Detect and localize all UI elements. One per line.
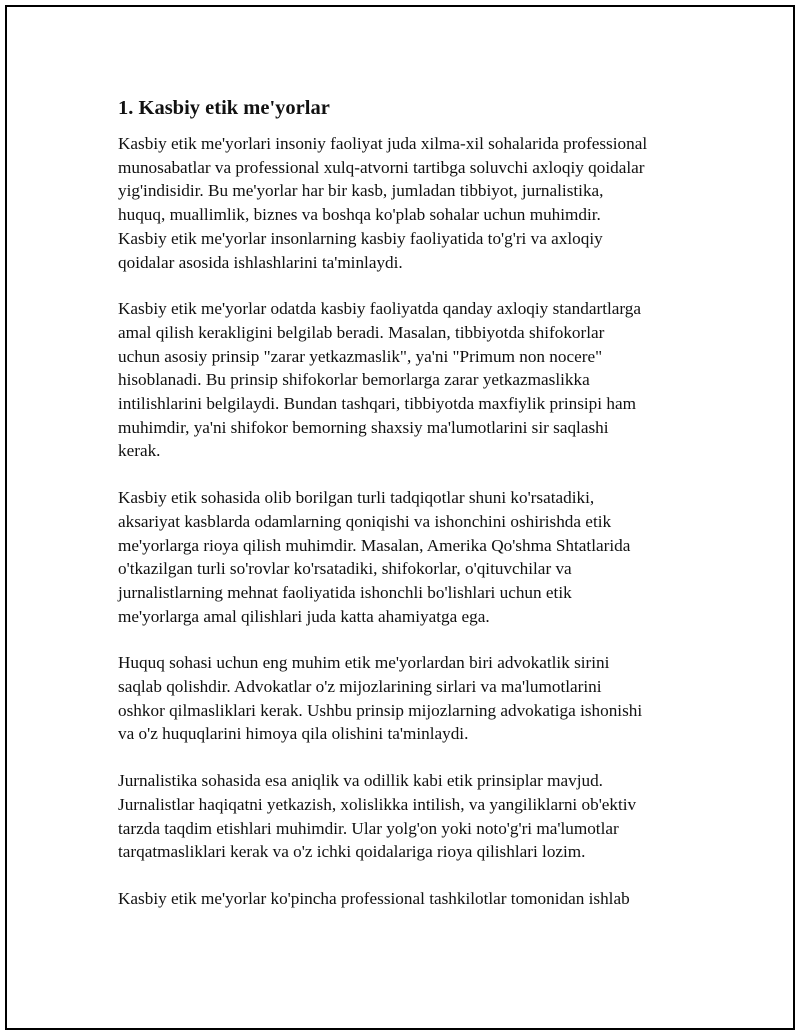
text-line: intilishlarini belgilaydi. Bundan tashqari, tibbiyotda maxfiylik prinsipi ham — [118, 394, 636, 414]
text-line: huquq, muallimlik, biznes va boshqa ko'plab sohalar uchun muhimdir. — [118, 205, 601, 225]
text-line: saqlab qolishdir. Advokatlar o'z mijozlarining sirlari va ma'lumotlarini — [118, 677, 602, 697]
text-line: munosabatlar va professional xulq-atvorni tartibga soluvchi axloqiy qoidalar — [118, 157, 645, 177]
text-line: Kasbiy etik me'yorlar insonlarning kasbiy faoliyatida to'g'ri va axloqiy — [118, 228, 603, 248]
text-line: tarqatmasliklari kerak va o'z ichki qoidalariga rioya qilishlari lozim. — [118, 842, 586, 862]
text-line: Kasbiy etik me'yorlar ko'pincha professional tashkilotlar tomonidan ishlab — [118, 888, 630, 908]
text-line: me'yorlarga rioya qilish muhimdir. Masalan, Amerika Qo'shma Shtatlarida — [118, 535, 631, 555]
paragraph-1 — [118, 132, 688, 274]
text-line: yig'indisidir. Bu me'yorlar har bir kasb, jumladan tibbiyot, jurnalistika, — [118, 181, 604, 201]
paragraph-3 — [118, 486, 688, 628]
text-line: oshkor qilmasliklari kerak. Ushbu prinsip mijozlarning advokatiga ishonishi — [118, 700, 643, 720]
text-line: Kasbiy etik me'yorlar odatda kasbiy faoliyatda qanday axloqiy standartlarga — [118, 299, 642, 319]
text-line: Jurnalistika sohasida esa aniqlik va odillik kabi etik prinsiplar mavjud. — [118, 771, 603, 791]
text-line: tarzda taqdim etishlari muhimdir. Ular yolg'on yoki noto'g'ri ma'lumotlar — [118, 818, 619, 838]
text-line: hisoblanadi. Bu prinsip shifokorlar bemorlarga zarar yetkazmaslikka — [118, 370, 590, 390]
text-line: Huquq sohasi uchun eng muhim etik me'yorlardan biri advokatlik sirini — [118, 653, 610, 673]
document-body — [118, 94, 688, 934]
text-line: uchun asosiy prinsip "zarar yetkazmaslik", ya'ni "Primum non nocere" — [118, 346, 603, 366]
text-line: amal qilish kerakligini belgilab beradi. Masalan, tibbiyotda shifokorlar — [118, 322, 605, 342]
text-line: me'yorlarga amal qilishlari juda katta ahamiyatga ega. — [118, 606, 490, 626]
text-line: Kasbiy etik me'yorlari insoniy faoliyat juda xilma-xil sohalarida professional — [118, 134, 648, 153]
paragraph-6 — [118, 887, 688, 911]
text-line: va o'z huquqlarini himoya qila olishini ta'minlaydi. — [118, 724, 469, 744]
text-line: Kasbiy etik sohasida olib borilgan turli tadqiqotlar shuni ko'rsatadiki, — [118, 488, 595, 508]
section-heading: 1. Kasbiy etik me'yorlar — [118, 97, 330, 119]
text-line: aksariyat kasblarda odamlarning qoniqishi va ishonchini oshirishda etik — [118, 511, 612, 531]
text-line: muhimdir, ya'ni shifokor bemorning shaxsiy ma'lumotlarini sir saqlashi — [118, 417, 609, 437]
text-line: kerak. — [118, 441, 161, 461]
paragraph-5 — [118, 769, 688, 864]
paragraph-4 — [118, 651, 688, 746]
paragraph-2 — [118, 297, 688, 463]
text-line: Jurnalistlar haqiqatni yetkazish, xolislikka intilish, va yangiliklarni ob'ektiv — [118, 794, 637, 814]
text-line: jurnalistlarning mehnat faoliyatida ishonchli bo'lishlari uchun etik — [118, 582, 572, 602]
text-line: o'tkazilgan turli so'rovlar ko'rsatadiki, shifokorlar, o'qituvchilar va — [118, 559, 572, 579]
text-line: qoidalar asosida ishlashlarini ta'minlaydi. — [118, 252, 403, 272]
